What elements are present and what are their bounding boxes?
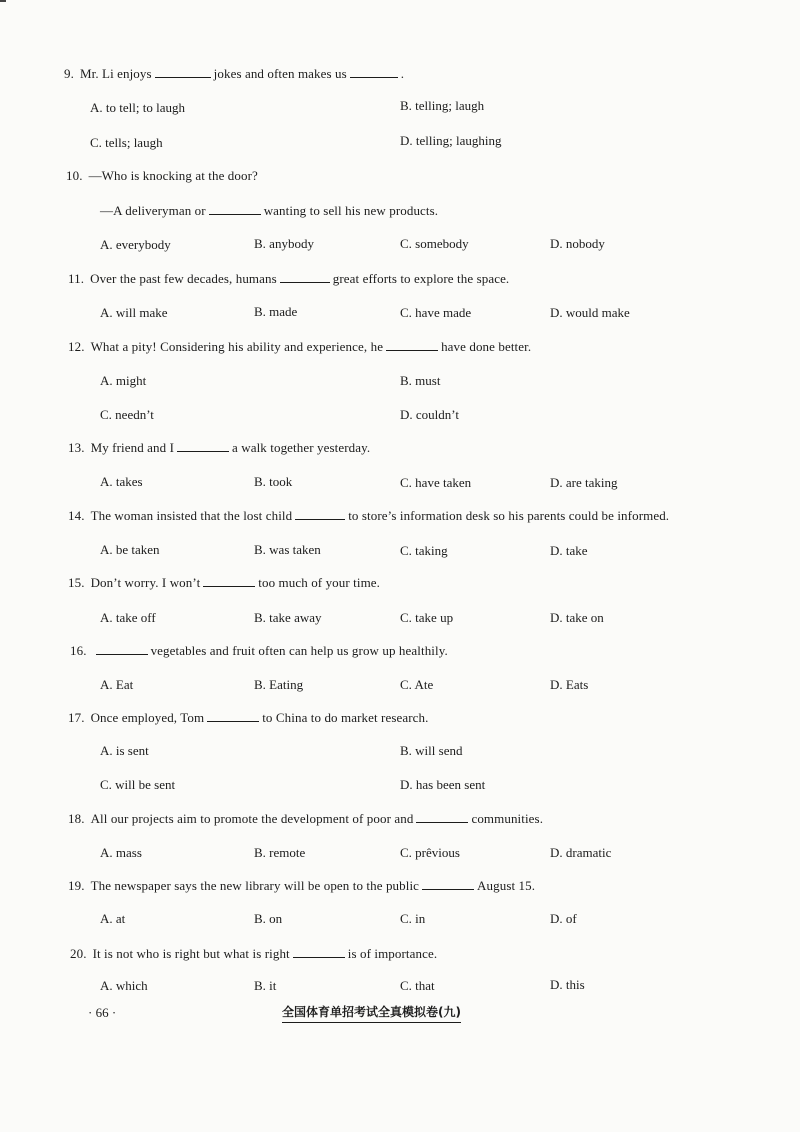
question-13 — [68, 440, 370, 456]
option-d: D. are taking — [550, 475, 618, 490]
option-b: B. made — [254, 304, 298, 319]
question-19 — [68, 878, 535, 894]
option-b: B. take away — [254, 610, 322, 625]
question-number: 20. — [70, 946, 87, 961]
answer-blank — [177, 450, 229, 452]
answer-blank — [203, 585, 255, 587]
option-a: A. everybody — [100, 237, 171, 252]
question-number: 18. — [68, 811, 85, 826]
option-c: C. Ate — [400, 677, 434, 692]
question-text: is of importance. — [347, 946, 438, 961]
option-a: A. to tell; to laugh — [90, 100, 185, 115]
option-a: A. at — [100, 911, 126, 926]
option-b: B. it — [254, 978, 277, 993]
answer-blank — [295, 518, 345, 520]
answer-blank — [209, 213, 261, 215]
question-text: wanting to sell his new products. — [263, 203, 439, 218]
option-a: A. takes — [100, 474, 143, 489]
answer-blank — [416, 821, 468, 823]
question-text: communities. — [471, 811, 544, 826]
question-16 — [70, 643, 448, 659]
option-a: A. will make — [100, 305, 168, 320]
question-text: August 15. — [477, 878, 536, 893]
scan-mark — [0, 0, 6, 2]
option-c: C. will be sent — [100, 777, 176, 792]
question-15 — [68, 575, 380, 591]
option-c: C. have taken — [400, 475, 472, 490]
question-text: jokes and often makes us — [213, 66, 347, 81]
option-d: D. nobody — [550, 236, 605, 251]
option-c: C. have made — [400, 305, 472, 320]
option-d: D. has been sent — [400, 777, 486, 792]
option-b: B. telling; laugh — [400, 98, 485, 113]
option-c: C. needn’t — [100, 407, 154, 422]
option-b: B. Eating — [254, 677, 304, 692]
question-number: 17. — [68, 710, 85, 725]
answer-blank — [96, 653, 148, 655]
question-text: The woman insisted that the lost child — [90, 508, 293, 523]
question-17 — [68, 710, 429, 726]
question-number: 13. — [68, 440, 85, 455]
question-number: 19. — [68, 878, 85, 893]
option-b: B. on — [254, 911, 283, 926]
option-c: C. prêvious — [400, 845, 460, 860]
question-number: 12. — [68, 339, 85, 354]
question-text: Over the past few decades, humans — [90, 271, 277, 286]
question-text: have done better. — [441, 339, 532, 354]
option-d: D. of — [550, 911, 577, 926]
question-text: to store’s information desk so his parents could be informed. — [348, 508, 670, 523]
option-d: D. dramatic — [550, 845, 612, 860]
question-text: a walk together yesterday. — [232, 440, 371, 455]
option-a: A. mass — [100, 845, 142, 860]
page-number: · 66 · — [88, 1005, 117, 1020]
option-a: A. which — [100, 978, 148, 993]
option-b: B. will send — [400, 743, 463, 758]
question-10 — [66, 168, 258, 184]
question-12 — [68, 339, 531, 355]
question-number: 11. — [68, 271, 85, 286]
question-20 — [70, 946, 437, 962]
option-c: C. in — [400, 911, 426, 926]
answer-blank — [280, 281, 330, 283]
question-text: My friend and I — [90, 440, 175, 455]
question-number: 15. — [68, 575, 85, 590]
question-text: The newspaper says the new library will be open to the public — [90, 878, 420, 893]
question-text: —Who is knocking at the door? — [88, 168, 258, 183]
option-d: D. take — [550, 543, 588, 558]
question-text: It is not who is right but what is right — [92, 946, 290, 961]
question-18 — [68, 811, 543, 827]
option-d: D. this — [550, 977, 585, 992]
answer-blank — [422, 888, 474, 890]
question-10-line-2 — [100, 203, 438, 219]
question-text: vegetables and fruit often can help us grow up healthily. — [150, 643, 448, 658]
question-number: 14. — [68, 508, 85, 523]
option-c: C. somebody — [400, 236, 469, 251]
question-9 — [64, 66, 404, 82]
question-text: great efforts to explore the space. — [332, 271, 510, 286]
option-b: B. was taken — [254, 542, 321, 557]
option-b: B. must — [400, 373, 441, 388]
question-number: 10. — [66, 168, 83, 183]
answer-blank — [207, 720, 259, 722]
question-number: 9. — [64, 66, 74, 81]
answer-blank — [293, 956, 345, 958]
option-a: A. be taken — [100, 542, 160, 557]
question-text: Don’t worry. I won’t — [90, 575, 201, 590]
question-text: —A deliveryman or — [100, 203, 206, 218]
answer-blank — [350, 76, 398, 78]
question-text: Once employed, Tom — [90, 710, 205, 725]
question-14 — [68, 508, 669, 524]
question-text: . — [400, 66, 405, 81]
option-c: C. tells; laugh — [90, 135, 163, 150]
question-text: to China to do market research. — [262, 710, 429, 725]
question-text: Mr. Li enjoys — [79, 66, 152, 81]
option-c: C. that — [400, 978, 435, 993]
answer-blank — [386, 349, 438, 351]
question-text: What a pity! Considering his ability and experience, he — [90, 339, 384, 354]
question-number: 16. — [70, 643, 87, 658]
option-a: A. is sent — [100, 743, 149, 758]
option-a: A. Eat — [100, 677, 134, 692]
option-c: C. taking — [400, 543, 448, 558]
option-a: A. take off — [100, 610, 156, 625]
question-text: All our projects aim to promote the development of poor and — [90, 811, 414, 826]
option-b: B. remote — [254, 845, 306, 860]
option-b: B. took — [254, 474, 293, 489]
option-a: A. might — [100, 373, 147, 388]
option-d: D. Eats — [550, 677, 589, 692]
option-b: B. anybody — [254, 236, 314, 251]
option-d: D. take on — [550, 610, 604, 625]
question-text: too much of your time. — [258, 575, 381, 590]
question-11 — [68, 271, 509, 287]
option-d: D. would make — [550, 305, 630, 320]
option-d: D. telling; laughing — [400, 133, 502, 148]
answer-blank — [155, 76, 211, 78]
option-c: C. take up — [400, 610, 454, 625]
exam-title: 全国体育单招考试全真模拟卷(九) — [282, 1003, 461, 1023]
option-d: D. couldn’t — [400, 407, 459, 422]
